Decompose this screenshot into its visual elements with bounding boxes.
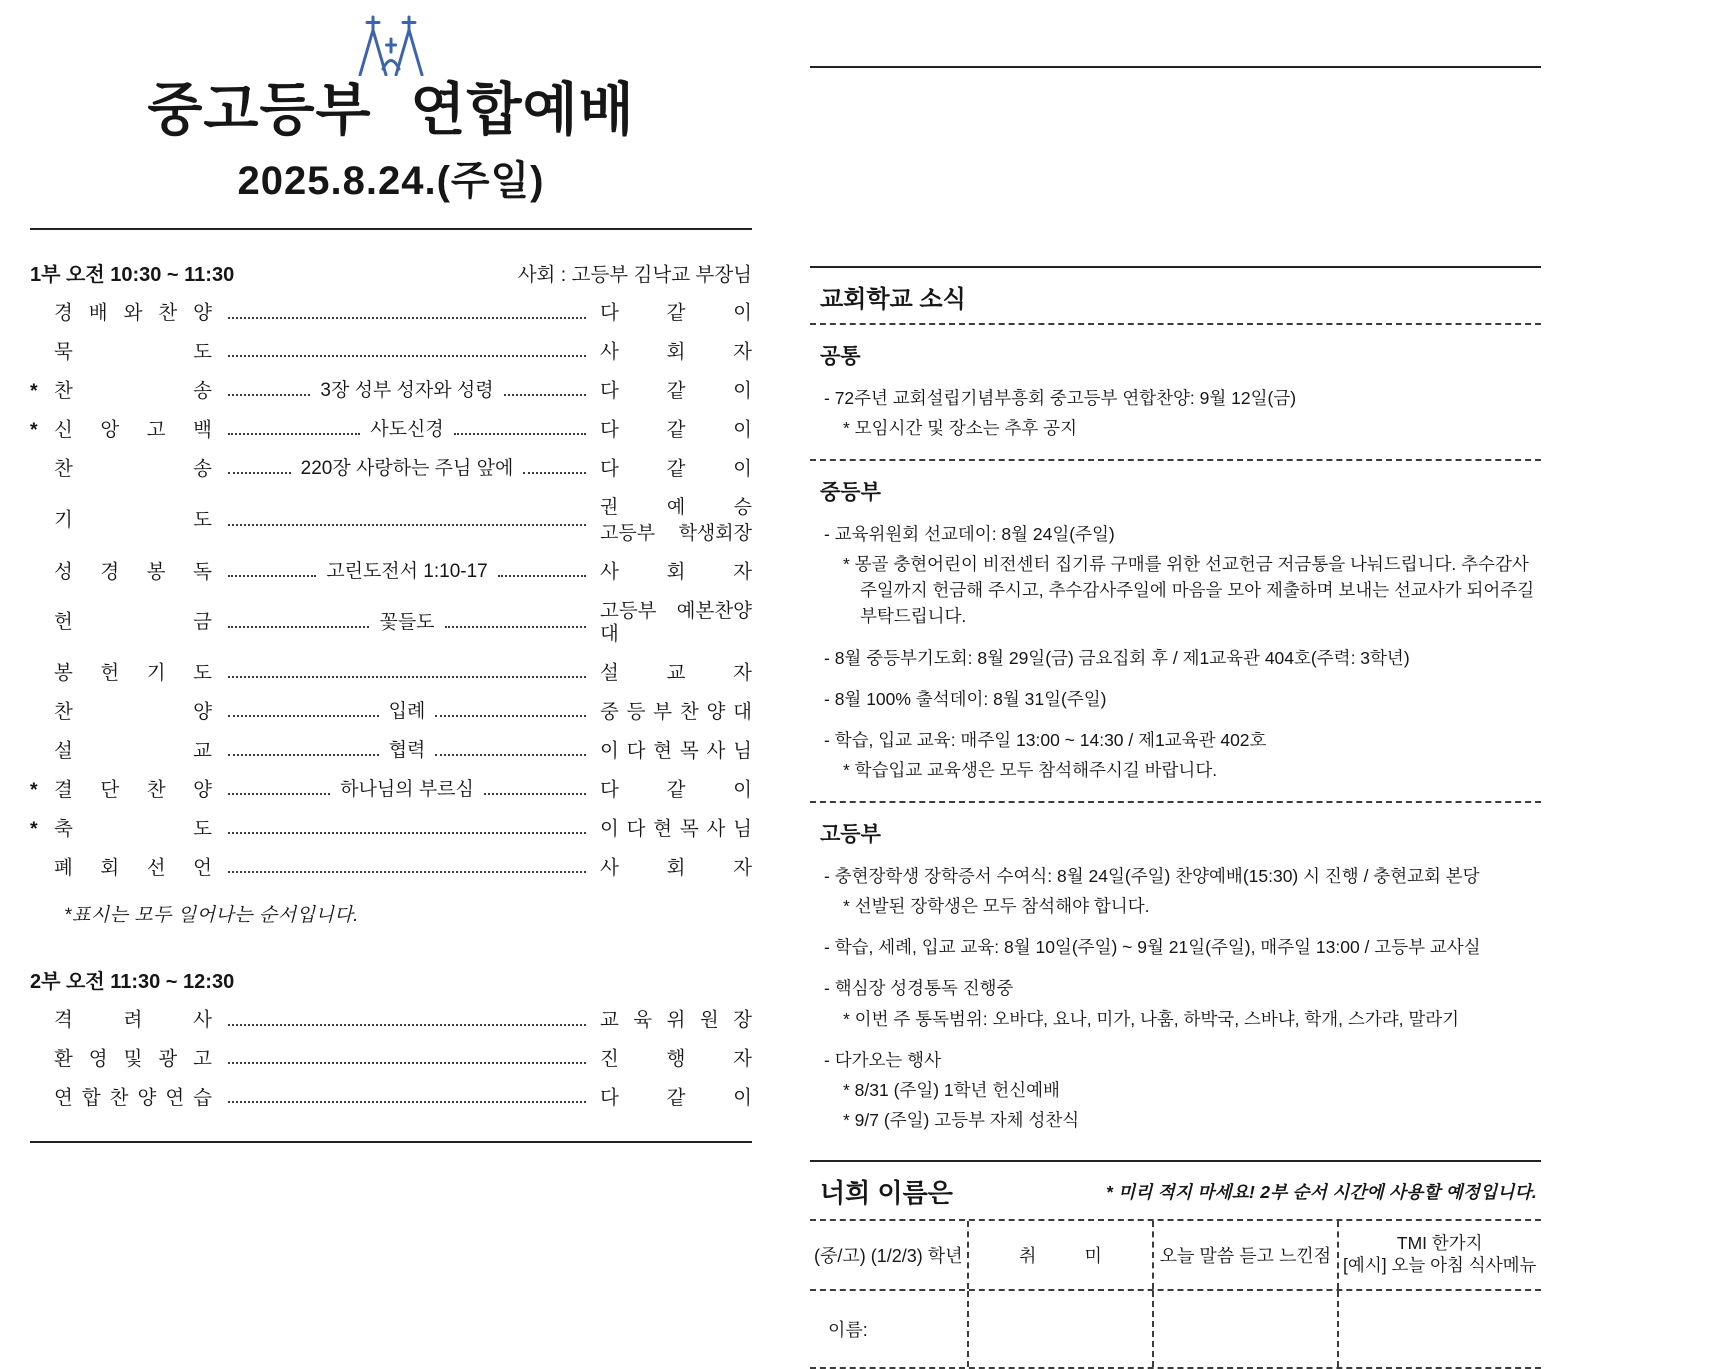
leader-dots bbox=[228, 469, 291, 474]
order-row bbox=[30, 662, 752, 685]
news-section-high-school bbox=[810, 818, 1541, 1134]
order-person: 다 같 이 bbox=[600, 302, 752, 325]
order-person-role: 고등부 학생회장 bbox=[600, 522, 752, 544]
dotted-leader bbox=[228, 380, 586, 403]
leader-dots bbox=[228, 673, 586, 678]
order-item-detail: 협력 bbox=[388, 740, 426, 762]
news-subitem: * 몽골 충현어린이 비전센터 집기류 구매를 위한 선교헌금 저금통을 나눠드립니다. 추수감사주일까지 헌금해 주시고, 추수감사주일에 마음을 모아 제출하며 보내는 선교사가 되어주길 부탁드립니다. bbox=[843, 553, 1535, 627]
order-row bbox=[30, 380, 752, 403]
news-section-common bbox=[810, 340, 1541, 442]
dotted-leader bbox=[228, 458, 586, 481]
order-person: 다 같 이 bbox=[600, 419, 752, 442]
news-item: - 핵심장 성경통독 진행중 bbox=[824, 978, 1014, 999]
order-row bbox=[30, 341, 752, 364]
form-empty-cell bbox=[1154, 1291, 1338, 1367]
leader-dots bbox=[435, 712, 586, 717]
leader-dots bbox=[228, 829, 586, 834]
order-person: 이 다 현 목 사 님 bbox=[600, 739, 752, 762]
news-heading: 고등부 bbox=[820, 822, 881, 846]
dotted-leader bbox=[228, 1096, 586, 1101]
order-item-name: 기 도 bbox=[54, 509, 212, 532]
news-item: - 학습, 세례, 입교 교육: 8월 10일(주일) ~ 9월 21일(주일), 매주일 13:00 / 고등부 교사실 bbox=[824, 937, 1481, 957]
order-row bbox=[30, 818, 752, 841]
order-person: 사 회 자 bbox=[600, 856, 752, 879]
news-item: - 72주년 교회설립기념부흥회 중고등부 연합찬양: 9월 12일(금) bbox=[824, 388, 1297, 408]
news-section-title: 교회학교 소식 bbox=[820, 286, 966, 313]
stand-marker: * bbox=[30, 380, 38, 403]
bulletin-right-page bbox=[810, 0, 1541, 1369]
leader-dots bbox=[454, 430, 586, 435]
news-item: - 다가오는 행사 bbox=[824, 1049, 941, 1070]
news-item: - 8월 중등부기도회: 8월 29일(금) 금요집회 후 / 제1교육관 404호(주력: 3학년) bbox=[824, 647, 1410, 668]
order-row bbox=[30, 857, 752, 880]
form-header-row bbox=[810, 1221, 1541, 1291]
leader-dots bbox=[228, 314, 586, 319]
leader-dots bbox=[228, 712, 379, 717]
order-item-name: 찬 송 bbox=[54, 457, 212, 480]
leader-dots bbox=[228, 751, 379, 756]
order-row bbox=[30, 701, 752, 724]
divider bbox=[810, 66, 1541, 68]
order-person: 중 등 부 찬 양 대 bbox=[600, 700, 752, 723]
form-col-hobby: 취 미 bbox=[969, 1221, 1155, 1289]
news-section-middle-school bbox=[810, 476, 1541, 784]
standing-note: *표시는 모두 일어나는 순서입니다. bbox=[64, 904, 359, 926]
news-subitem: * 이번 주 통독범위: 오바댜, 요나, 미가, 나훔, 하박국, 스바냐, 학개, 스가랴, 말라기 bbox=[843, 1008, 1460, 1029]
dotted-leader bbox=[228, 561, 586, 584]
news-item: - 8월 100% 출석데이: 8월 31일(주일) bbox=[824, 688, 1107, 709]
form-col-tmi-line2: [예시] 오늘 아침 식사메뉴 bbox=[1343, 1254, 1537, 1275]
leader-dots bbox=[228, 391, 310, 396]
order-item-name: 환 영 및 광 고 bbox=[54, 1048, 212, 1071]
news-item: - 교육위원회 선교데이: 8월 24일(주일) bbox=[824, 523, 1115, 544]
divider-dashed bbox=[810, 459, 1541, 461]
form-col-impression: 오늘 말씀 듣고 느낀점 bbox=[1154, 1221, 1338, 1289]
dotted-leader bbox=[228, 519, 586, 524]
order-item-name: 축 도 bbox=[54, 817, 212, 840]
form-name-label-cell: 이름: bbox=[810, 1291, 969, 1367]
order-row bbox=[30, 740, 752, 763]
masthead bbox=[30, 14, 752, 206]
dotted-leader bbox=[228, 740, 586, 763]
leader-dots bbox=[523, 469, 586, 474]
name-form-note: * 미리 적지 마세요! 2부 순서 시간에 사용할 예정입니다. bbox=[1105, 1181, 1537, 1202]
news-subitem: * 모임시간 및 장소는 추후 공지 bbox=[843, 418, 1077, 439]
news-subitem: * 학습입교 교육생은 모두 참석해주시길 바랍니다. bbox=[843, 760, 1218, 781]
name-form-title: 너희 이름은 bbox=[820, 1177, 953, 1208]
stand-marker: * bbox=[30, 419, 38, 442]
order-item-name: 신 앙 고 백 bbox=[54, 419, 212, 442]
divider-dashed bbox=[810, 801, 1541, 803]
form-col-grade: (중/고) (1/2/3) 학년 bbox=[810, 1221, 969, 1289]
leader-dots bbox=[228, 1098, 586, 1103]
dotted-leader bbox=[228, 350, 586, 355]
leader-dots bbox=[228, 1021, 586, 1026]
dotted-leader bbox=[228, 827, 586, 832]
order-person: 사 회 자 bbox=[600, 560, 752, 583]
leader-dots bbox=[445, 623, 586, 628]
order-person: 교 육 위 원 장 bbox=[600, 1009, 752, 1032]
order-item-detail: 3장 성부 성자와 성령 bbox=[320, 380, 494, 402]
order-row bbox=[30, 458, 752, 481]
news-subitem: * 9/7 (주일) 고등부 자체 성찬식 bbox=[843, 1110, 1080, 1131]
dotted-leader bbox=[228, 1057, 586, 1062]
leader-dots bbox=[498, 572, 586, 577]
order-item-detail: 입례 bbox=[388, 701, 426, 723]
order-item-detail: 220장 사랑하는 주님 앞에 bbox=[300, 458, 514, 480]
form-col-tmi bbox=[1339, 1221, 1541, 1289]
dotted-leader bbox=[228, 312, 586, 317]
order-person bbox=[600, 497, 752, 546]
leader-dots bbox=[435, 751, 586, 756]
leader-dots bbox=[228, 623, 369, 628]
name-form-table bbox=[810, 1219, 1541, 1369]
order-item-name: 봉 헌 기 도 bbox=[54, 662, 212, 685]
news-heading: 공통 bbox=[820, 345, 861, 368]
order-person: 다 같 이 bbox=[600, 1087, 752, 1110]
leader-dots bbox=[228, 352, 586, 357]
dotted-leader bbox=[228, 419, 586, 442]
order-person-name: 권 예 승 bbox=[600, 496, 752, 518]
order-row bbox=[30, 1087, 752, 1110]
order-row bbox=[30, 779, 752, 802]
name-form-header bbox=[810, 1160, 1541, 1219]
order-item-detail: 고린도전서 1:10-17 bbox=[326, 561, 488, 583]
form-empty-cell bbox=[969, 1291, 1155, 1367]
order-row bbox=[30, 561, 752, 584]
divider bbox=[30, 228, 752, 230]
order-item-name: 연 합 찬 양 연 습 bbox=[54, 1087, 212, 1110]
order-item-name: 결 단 찬 양 bbox=[54, 778, 212, 801]
news-item: - 충현장학생 장학증서 수여식: 8월 24일(주일) 찬양예배(15:30) 시 진행 / 충현교회 본당 bbox=[824, 865, 1480, 886]
church-crosses-icon bbox=[343, 14, 439, 81]
dotted-leader bbox=[228, 701, 586, 724]
order-person: 다 같 이 bbox=[600, 778, 752, 801]
order-item-name: 경 배 와 찬 양 bbox=[54, 302, 212, 325]
order-person: 고등부 예본찬양대 bbox=[600, 599, 752, 646]
order-item-detail: 사도신경 bbox=[370, 419, 444, 441]
order-item-name: 묵 도 bbox=[54, 341, 212, 364]
service1-header bbox=[30, 258, 752, 287]
leader-dots bbox=[228, 521, 586, 526]
service2-order-list bbox=[30, 1009, 752, 1110]
form-empty-cell bbox=[1339, 1291, 1541, 1367]
order-item-name: 격 려 사 bbox=[54, 1009, 212, 1032]
order-row bbox=[30, 600, 752, 647]
service2-header bbox=[30, 965, 752, 994]
service1-mc: 사회 : 고등부 김낙교 부장님 bbox=[517, 263, 752, 286]
order-row bbox=[30, 497, 752, 546]
order-item-name: 설 교 bbox=[54, 739, 212, 762]
order-item-detail: 꽃들도 bbox=[379, 611, 435, 633]
order-item-name: 찬 송 bbox=[54, 380, 212, 403]
order-row bbox=[30, 302, 752, 325]
form-col-tmi-line1: TMI 한가지 bbox=[1396, 1232, 1483, 1253]
leader-dots bbox=[228, 430, 360, 435]
news-subitem: * 8/31 (주일) 1학년 헌신예배 bbox=[843, 1080, 1060, 1100]
service-date: 2025.8.24.(주일) bbox=[237, 158, 545, 203]
leader-dots bbox=[228, 868, 586, 873]
order-person: 진 행 자 bbox=[600, 1048, 752, 1071]
stand-marker: * bbox=[30, 778, 38, 801]
form-entry-row bbox=[810, 1291, 1541, 1367]
dotted-leader bbox=[228, 779, 586, 802]
order-item-name: 찬 양 bbox=[54, 700, 212, 723]
bulletin-left-page bbox=[30, 14, 752, 1143]
order-person: 설 교 자 bbox=[600, 662, 752, 685]
dotted-leader bbox=[228, 612, 586, 635]
dotted-leader bbox=[228, 671, 586, 676]
order-row bbox=[30, 419, 752, 442]
order-person: 사 회 자 bbox=[600, 341, 752, 364]
stand-marker: * bbox=[30, 817, 38, 840]
divider-dashed bbox=[810, 323, 1541, 325]
order-row bbox=[30, 1048, 752, 1071]
divider bbox=[30, 1141, 752, 1143]
leader-dots bbox=[228, 790, 330, 795]
page-title: 중고등부 연합예배 bbox=[147, 78, 635, 142]
service2-time: 2부 오전 11:30 ~ 12:30 bbox=[30, 970, 235, 993]
dotted-leader bbox=[228, 1019, 586, 1024]
leader-dots bbox=[228, 572, 316, 577]
order-item-name: 성 경 봉 독 bbox=[54, 560, 212, 583]
leader-dots bbox=[504, 391, 586, 396]
order-item-detail: 하나님의 부르심 bbox=[340, 779, 474, 801]
service1-order-list bbox=[30, 302, 752, 880]
service1-time: 1부 오전 10:30 ~ 11:30 bbox=[30, 263, 235, 286]
order-person: 다 같 이 bbox=[600, 380, 752, 403]
leader-dots bbox=[228, 1059, 586, 1064]
order-item-name: 헌 금 bbox=[54, 611, 212, 634]
order-person: 다 같 이 bbox=[600, 457, 752, 480]
news-item: - 학습, 입교 교육: 매주일 13:00 ~ 14:30 / 제1교육관 402호 bbox=[824, 730, 1267, 750]
news-heading: 중등부 bbox=[820, 480, 881, 504]
dotted-leader bbox=[228, 866, 586, 871]
news-subitem: * 선발된 장학생은 모두 참석해야 합니다. bbox=[843, 895, 1150, 916]
order-row bbox=[30, 1009, 752, 1032]
leader-dots bbox=[484, 790, 586, 795]
order-item-name: 폐 회 선 언 bbox=[54, 856, 212, 879]
order-person: 이 다 현 목 사 님 bbox=[600, 817, 752, 840]
